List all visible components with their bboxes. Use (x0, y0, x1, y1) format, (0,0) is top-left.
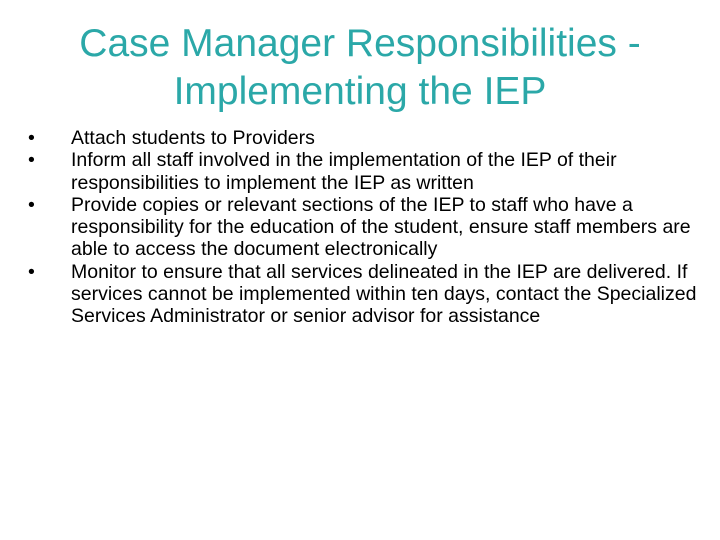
bullet-item (28, 261, 698, 328)
bullet-item (28, 194, 698, 261)
slide-title (0, 20, 720, 116)
slide-title-line-2: Implementing the IEP (173, 70, 547, 113)
bullet-text: Attach students to Providers (71, 127, 315, 149)
bullet-dot-icon: • (28, 149, 35, 172)
slide-title-line-1: Case Manager Responsibilities - (79, 22, 641, 65)
bullet-dot-icon: • (28, 127, 35, 149)
bullet-item (28, 149, 698, 194)
bullet-item (28, 127, 698, 149)
bullet-text: Monitor to ensure that all services delineated in the IEP are delivered. If services cannot be implemented within ten days, contact the Specialized Services Administrator or senior advisor for assistance (71, 260, 697, 328)
bullet-text: Provide copies or relevant sections of the IEP to staff who have a responsibility for the education of the student, ensure staff members are able to access the document electronically (71, 193, 691, 261)
bullet-text: Inform all staff involved in the implementation of the IEP of their responsibilities to implement the IEP as written (71, 149, 617, 194)
bullet-list (28, 127, 698, 328)
bullet-dot-icon: • (28, 193, 35, 216)
bullet-dot-icon: • (28, 260, 35, 283)
